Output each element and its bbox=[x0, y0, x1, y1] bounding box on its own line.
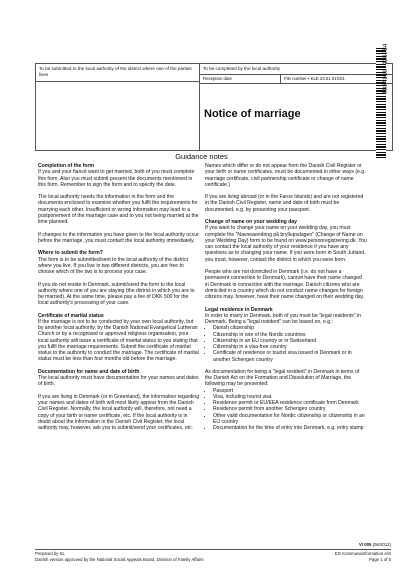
right-column bbox=[205, 163, 367, 438]
paragraph: The local authority must have documentation for your names and dates of birth. bbox=[38, 375, 199, 388]
list-item: • Residence permit from another Schengen country bbox=[213, 406, 367, 412]
footer-left bbox=[35, 551, 204, 562]
paragraph: As documentation for being a "legal resident" in Denmark in terms of the Danish Act on the Formation and Dissolution of Marriage, the following may be presented: bbox=[205, 368, 360, 388]
paragraph: Names which differ or do not appear from the Danish Civil Register or your birth or name certificates, must be documented in other ways (e.g. marriage certificate, civil partnership certificate or change of name certificate.) bbox=[205, 163, 366, 188]
prepared-by: Prepared by KL bbox=[35, 551, 65, 556]
paragraph: If you are living in Denmark (or in Greenland), the information regarding your names and dates of birth will most likely appear from the Danish Civil Register. Normally, the local authority will, therefore, not need a copy of your birth or name certificate, etc. If the local authority is in doubt about the information in the Danish Civil Register, the local authority may, however, ask you to submit/send your certificates, etc. bbox=[38, 393, 200, 432]
authority-note: To be completed by the local authority bbox=[200, 64, 392, 75]
list-item: • Citizenship in one of the Nordic countries bbox=[213, 332, 367, 338]
list-item: • Visa, including tourist visa bbox=[213, 394, 367, 400]
authority-fields bbox=[200, 75, 392, 84]
barcode-number: T084910 42G984 bbox=[382, 43, 389, 94]
list-item: • Citizenship in an EU country or in Switzerland bbox=[213, 338, 367, 344]
heading-where-submit: Where to submit the form? bbox=[38, 250, 103, 257]
paragraph: If the marriage is not to be conducted by your own local authority, but by another local authority, by the Danish National Evangelical Lutheran Church or by a recognised or approved religious organisation, your local authority will issue a certificate of marital status to you stating that you fulfil the marriage requirements. Submit the certificate of marital status to the authority to conduct the marriage. The certificate of marital status must be less than four months old before the marriage. bbox=[38, 318, 199, 363]
paragraph: If you are living abroad (or in the Faroe Islands) and are not registered in the Danish Civil Register, name and date of birth must be documented, e.g. by presenting your passport. bbox=[205, 194, 364, 213]
paragraph: In order to marry in Denmark, both of you must be "legal residents" in Denmark. Being a "legal resident" can be based on, e.g.: bbox=[205, 312, 361, 325]
form-title: Notice of marriage bbox=[204, 108, 301, 120]
footer-right bbox=[335, 551, 391, 562]
heading-name-change: Change of name on your wedding day bbox=[205, 219, 297, 226]
paragraph: If you and your fiancé want to get married, both of you must complete this form. Also you must submit present the documents mentioned in this form. Remember to sign the form and to specify the date. bbox=[38, 169, 195, 188]
paragraph: If you want to change your name on your wedding day, you must complete the "Navneaendring på bryllupsdagen" (Change of Name on your Wedding Day) form to be found on www.personregistrering.dk. You can contact the local authority of your residence if you have any questions as to changing your name. If you were born in South Jutland, you must, however, contact the district in which you were born. bbox=[205, 225, 367, 263]
publisher: EG Kommuneinformation A/S bbox=[334, 551, 391, 556]
submission-instruction: To be submitted to the local authority of the district where one of the parties lives bbox=[36, 64, 199, 82]
list-item: • Residence permit or EU/EEA residence certificate from Denmark bbox=[213, 400, 367, 406]
paragraph: If changes to the information you have given to the local authority occur before the marriage, you must contact the local authority immediately. bbox=[38, 231, 199, 244]
guidance-title: Guidance notes bbox=[175, 152, 228, 161]
left-column bbox=[38, 163, 200, 438]
paragraph: If you do not reside in Denmark, submit/send the form to the local authority where one of you are staying (the district in which you are to be married). At the same time, please pay a fee of DKK 500 for the local authority's processing of your case. bbox=[38, 281, 195, 307]
list-item: • Danish citizenship bbox=[213, 325, 367, 331]
paragraph: People who are not domiciled in Denmark (i.e. do not have a permanent connection to Denmark), cannot have their name changed in Denmark in connection with the marriage. Danish citizens who are domiciled in a country which do not conduct name changes for foreign citizens may, however, have their name changed on their wedding day. bbox=[205, 269, 365, 301]
paragraph: The form is to be submitted/sent to the local authority of the district where you live. If you live in two different districts, you are free to choose which of the two is to process your case. bbox=[38, 256, 189, 276]
form-code-number: VI 005 bbox=[358, 542, 372, 547]
heading-completion: Completion of the form bbox=[38, 163, 95, 169]
heading-legal-residence: Legal residence in Denmark bbox=[205, 306, 273, 313]
form-code-date: (06/2012) bbox=[372, 542, 391, 547]
residence-basis-list bbox=[205, 325, 367, 363]
heading-documentation: Documentation for name and date of birth bbox=[38, 368, 140, 375]
header-left-cell bbox=[36, 64, 200, 150]
list-item: • Documentation for the time of entry into Denmark, e.g. entry stamp bbox=[213, 425, 367, 431]
form-code bbox=[359, 542, 391, 547]
paragraph: The local authority needs the information in the form and the documents enclosed to examine whether you fulfil the requirements for marrying each other. Insufficient or wrong information may lead to a postponement of the marriage case and to you not being married at the time planned. bbox=[38, 194, 199, 226]
barcode bbox=[376, 43, 394, 160]
footer bbox=[35, 549, 391, 562]
list-item: • Certificate of residence or tourist visa issued in Denmark or in another Schengen country bbox=[213, 350, 367, 363]
list-item: • Passport bbox=[213, 388, 367, 394]
page-number: Page 1 of 5 bbox=[369, 556, 391, 562]
documentation-list bbox=[205, 388, 367, 432]
file-number-label: File number • KLE 23.01.01G01 bbox=[280, 75, 393, 83]
list-item: • Other valid documentation for Nordic citizenship or citizenship in an EU country bbox=[213, 413, 367, 426]
header-box bbox=[35, 63, 393, 151]
heading-marital-status: Certificate of marital status bbox=[38, 312, 104, 319]
approval-note: Danish version approved by the National Social Appeals Board, Division of Family Affairs bbox=[35, 556, 204, 562]
reception-date-label: Reception date bbox=[203, 76, 232, 81]
list-item: • Citizenship in a visa-free country bbox=[213, 344, 367, 350]
header-right-cell bbox=[200, 64, 392, 150]
